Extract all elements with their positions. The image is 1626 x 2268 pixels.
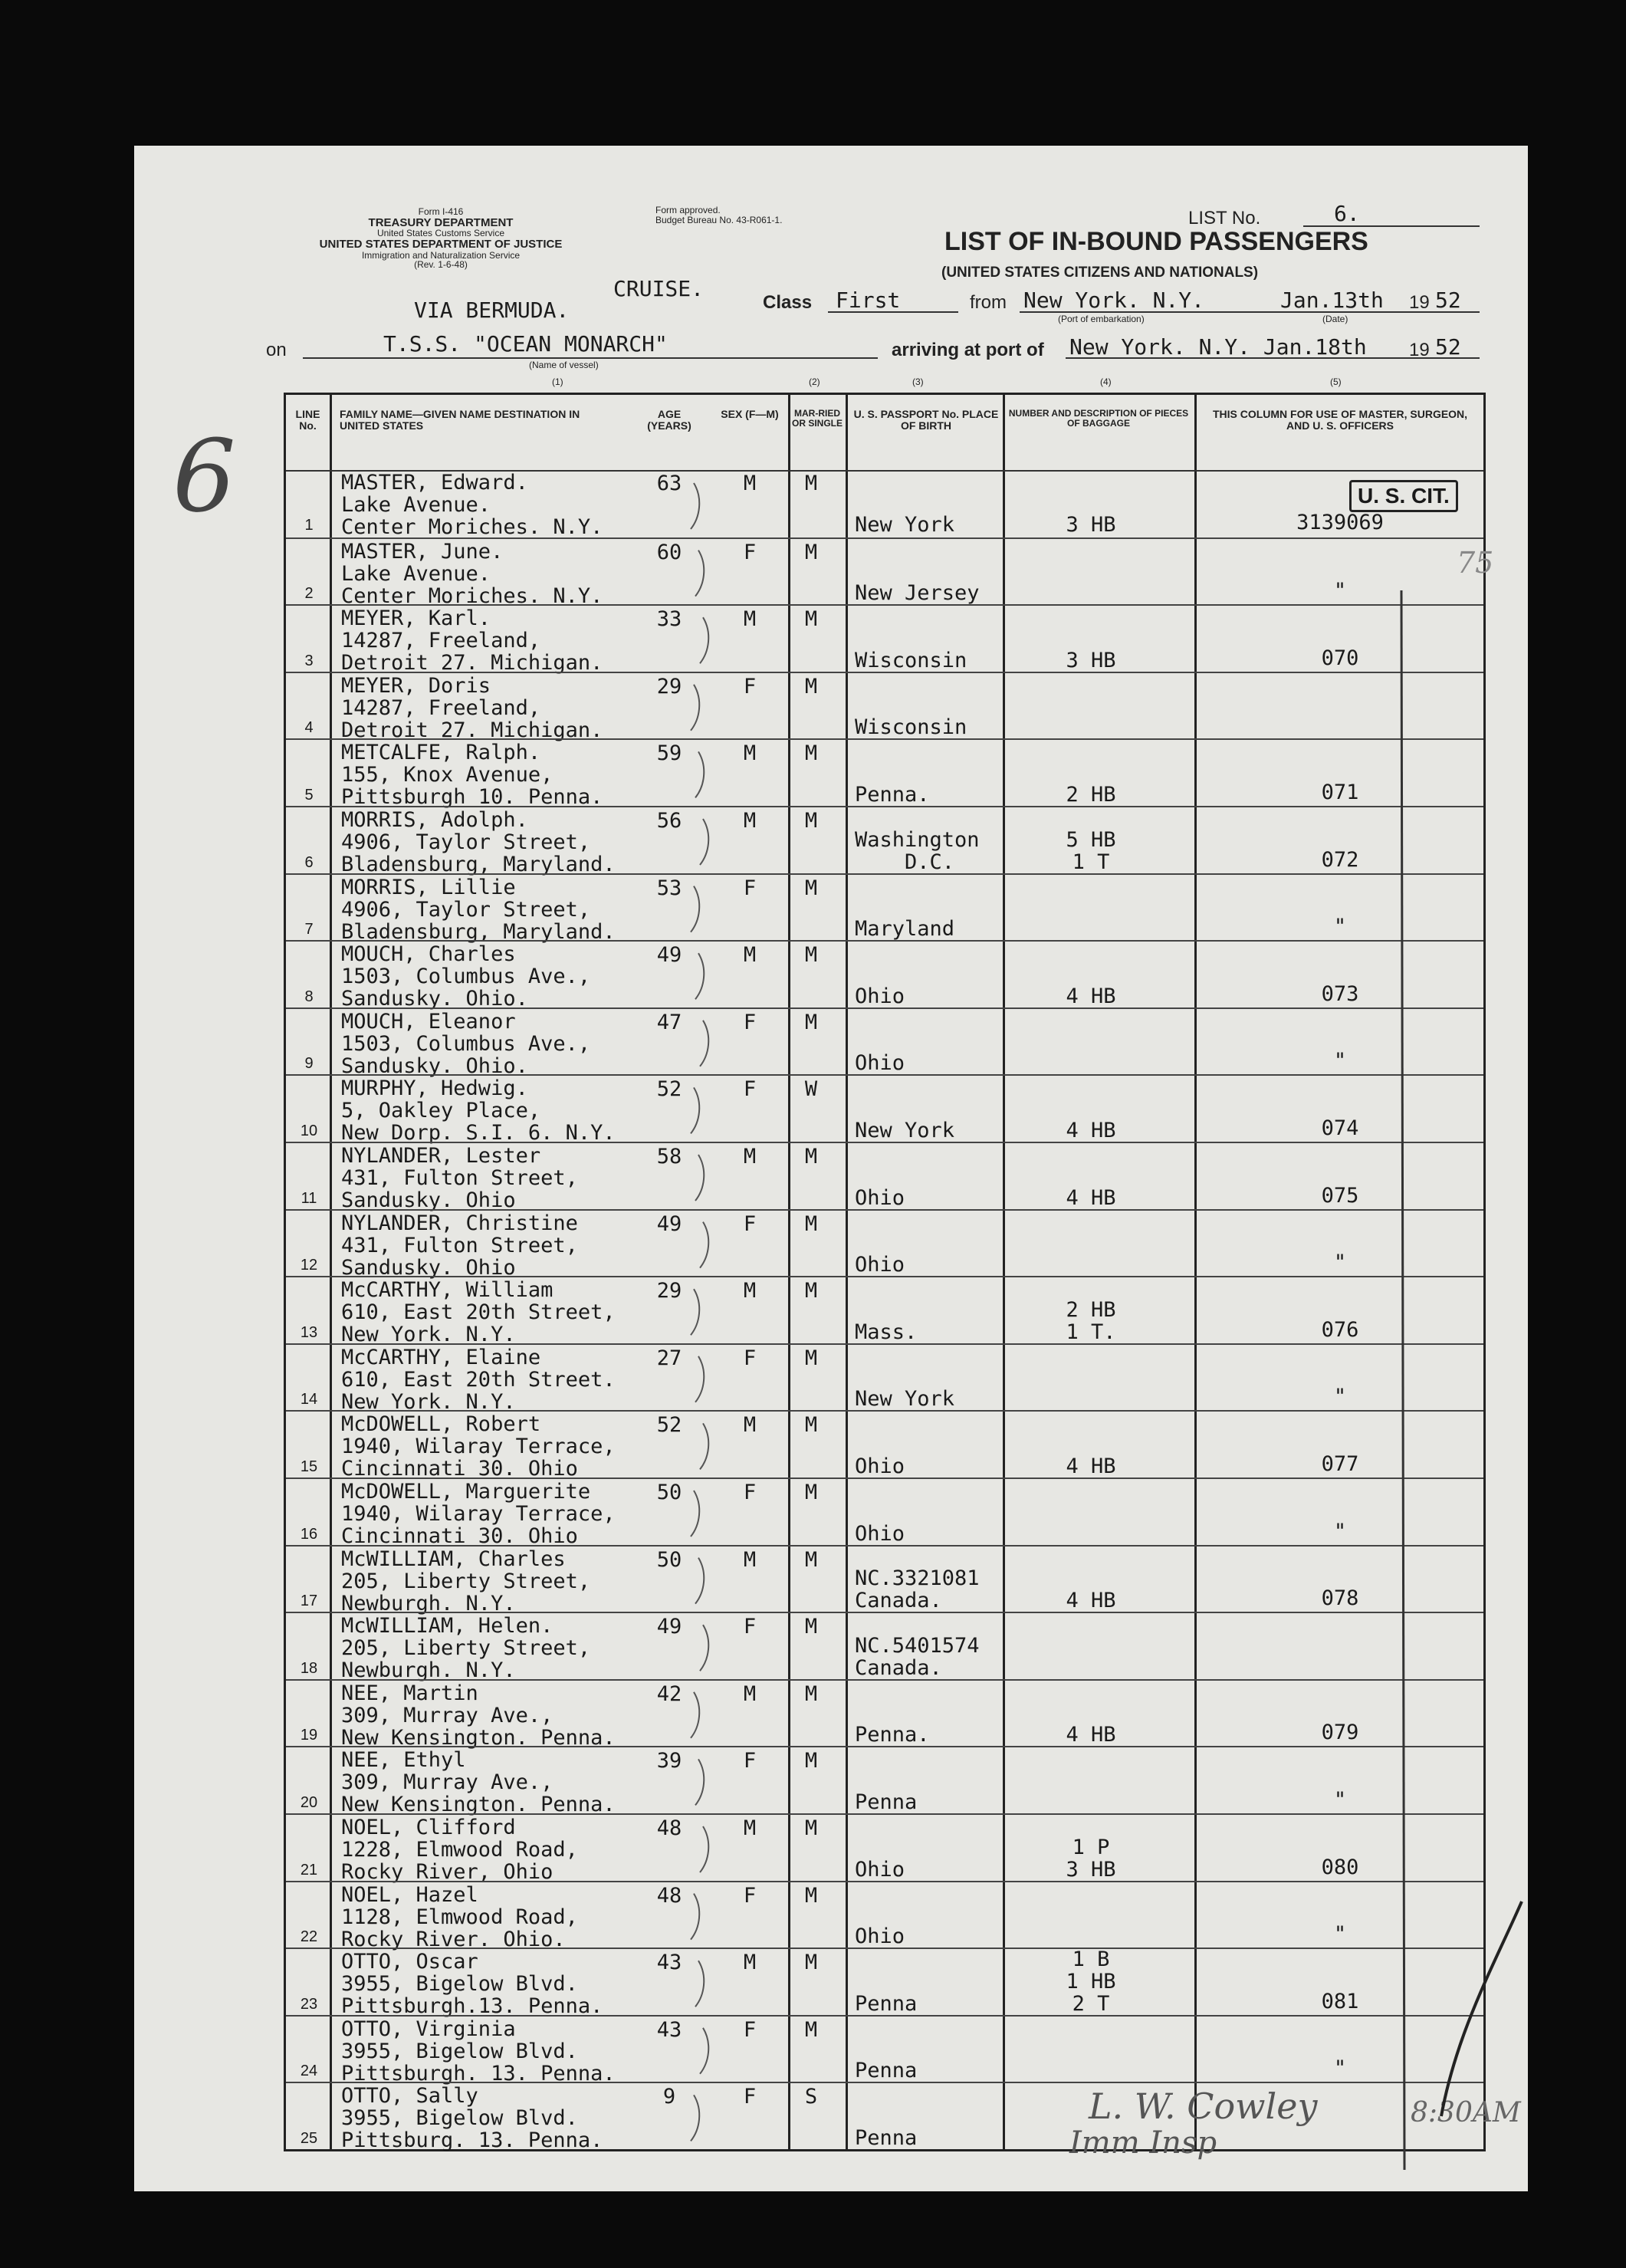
arrival-year: 52: [1435, 334, 1461, 360]
baggage-description: 1 B 1 HB 2 T: [1066, 1947, 1116, 2016]
passenger-name-address: METCALFE, Ralph. 155, Knox Avenue, Pittsburgh 10. Penna.: [341, 741, 603, 810]
passenger-name-address: MORRIS, Adolph. 4906, Taylor Street, Bladensburg, Maryland.: [341, 808, 616, 876]
passenger-row: [286, 1410, 1483, 1479]
passenger-name-address: MEYER, Doris 14287, Freeland, Detroit 27. Michigan.: [341, 673, 603, 742]
baggage-description: 2 HB 1 T.: [1066, 1297, 1116, 1344]
passenger-age: 49: [656, 943, 682, 968]
officer-number: 079: [1321, 1721, 1359, 1745]
line-number: 9: [304, 1055, 314, 1073]
passenger-sex: F: [743, 876, 757, 900]
from-year-prefix: 19: [1409, 292, 1430, 313]
baggage-description: 4 HB: [1066, 1185, 1116, 1210]
passenger-age: 27: [656, 1346, 682, 1370]
passenger-sex: F: [743, 1481, 757, 1504]
officer-number: ": [1333, 2056, 1347, 2081]
passenger-row: [286, 470, 1483, 537]
passenger-marital-status: M: [804, 607, 818, 632]
passport-place-of-birth: Penna: [855, 2125, 918, 2150]
passport-place-of-birth: Penna.: [855, 782, 930, 807]
passport-place-of-birth: New York: [855, 1118, 955, 1142]
col-name-header: FAMILY NAME—GIVEN NAME DESTINATION IN UNITED STATES: [340, 408, 580, 432]
passenger-rows: [286, 470, 1483, 2153]
passport-place-of-birth: Penna: [855, 2059, 918, 2083]
passenger-sex: M: [743, 472, 757, 495]
baggage-description: 4 HB: [1066, 984, 1116, 1008]
passenger-name-address: McCARTHY, William 610, East 20th Street, New York. N.Y.: [341, 1278, 616, 1347]
passenger-marital-status: S: [804, 2085, 818, 2109]
passenger-sex: M: [743, 741, 757, 766]
col-passport-header: U. S. PASSPORT No. PLACE OF BIRTH: [853, 408, 999, 432]
baggage-description: 5 HB 1 T: [1066, 827, 1116, 874]
passenger-sex: M: [743, 1145, 757, 1169]
passenger-marital-status: M: [804, 1279, 818, 1303]
passport-place-of-birth: Ohio: [855, 1185, 905, 1210]
passenger-age: 47: [656, 1010, 682, 1034]
line-number: 10: [300, 1122, 318, 1139]
baggage-description: 2 HB: [1066, 782, 1116, 807]
passenger-sex: F: [743, 1211, 757, 1236]
passport-place-of-birth: Ohio: [855, 1253, 905, 1277]
officer-number: 071: [1321, 780, 1359, 804]
officer-number: ": [1333, 1251, 1347, 1275]
passport-place-of-birth: Washington D.C.: [855, 827, 980, 874]
officer-number: 075: [1321, 1183, 1359, 1208]
col-married-header: MAR-RIED OR SINGLE: [791, 408, 843, 429]
col-num-5: (5): [1330, 376, 1342, 387]
line-number: 22: [300, 1928, 318, 1946]
passenger-marital-status: M: [804, 1481, 818, 1504]
list-no-label: LIST No.: [1188, 208, 1261, 228]
passenger-age: 43: [656, 1951, 682, 1975]
passenger-row: [286, 1074, 1483, 1146]
passenger-marital-status: M: [804, 1615, 818, 1639]
cruise-note: CRUISE.: [613, 276, 705, 301]
passenger-name-address: MORRIS, Lillie 4906, Taylor Street, Bladensburg, Maryland.: [341, 875, 616, 944]
line-number: 18: [300, 1659, 318, 1677]
baggage-description: 4 HB: [1066, 1723, 1116, 1747]
officer-number: 072: [1321, 847, 1359, 872]
passenger-marital-status: M: [804, 1883, 818, 1908]
passenger-marital-status: M: [804, 1413, 818, 1438]
line-number: 11: [301, 1189, 317, 1207]
arrival-year-prefix: 19: [1409, 340, 1430, 360]
passport-place-of-birth: NC.5401574 Canada.: [855, 1633, 980, 1680]
from-date: Jan.13th: [1280, 288, 1384, 313]
passenger-age: 42: [656, 1681, 682, 1706]
inspector-signature: L. W. Cowley: [1089, 2086, 1318, 2127]
passenger-marital-status: M: [804, 1211, 818, 1236]
col-line-header: LINE No.: [295, 408, 320, 432]
passenger-age: 60: [656, 540, 682, 564]
passenger-name-address: NEE, Ethyl 309, Murray Ave., New Kensington. Penna.: [341, 1748, 616, 1817]
form-header-left: [272, 207, 609, 270]
passenger-name-address: MEYER, Karl. 14287, Freeland, Detroit 27. Michigan.: [341, 606, 603, 675]
passenger-row: [286, 1948, 1483, 2017]
port-embark-label: (Port of embarkation): [1058, 314, 1145, 324]
passenger-marital-status: M: [804, 472, 818, 495]
passport-place-of-birth: Ohio: [855, 1521, 905, 1546]
vessel-label: (Name of vessel): [529, 360, 599, 370]
ins-service: Immigration and Naturalization Service: [361, 249, 521, 261]
line-number: 6: [304, 853, 314, 871]
passenger-age: 43: [656, 2017, 682, 2042]
passenger-name-address: McCARTHY, Elaine 610, East 20th Street. New York. N.Y.: [341, 1345, 616, 1414]
passenger-name-address: MOUCH, Charles 1503, Columbus Ave., Sandusky. Ohio.: [341, 942, 591, 1011]
passport-place-of-birth: Ohio: [855, 1857, 905, 1882]
side-note: 75: [1457, 546, 1494, 580]
line-number: 1: [304, 516, 314, 534]
officer-number: ": [1333, 1385, 1347, 1409]
passenger-marital-status: M: [804, 1816, 818, 1840]
passenger-marital-status: M: [804, 1547, 818, 1572]
class-label: Class: [763, 292, 813, 313]
approval-text: Form approved.: [655, 205, 721, 215]
officer-number: 078: [1321, 1586, 1359, 1611]
passenger-marital-status: M: [804, 1681, 818, 1706]
col-age-header: AGE (YEARS): [647, 408, 691, 432]
passenger-sex: F: [743, 2017, 757, 2042]
passenger-sex: M: [743, 1816, 757, 1840]
passenger-age: 48: [656, 1883, 682, 1908]
list-no-value: 6.: [1334, 201, 1360, 226]
passenger-sex: M: [743, 1547, 757, 1572]
baggage-description: 3 HB: [1066, 648, 1116, 672]
justice-dept: UNITED STATES DEPARTMENT OF JUSTICE: [319, 237, 563, 251]
passenger-row: [286, 537, 1483, 606]
passenger-sex: F: [743, 1749, 757, 1773]
passenger-name-address: NEE, Martin 309, Murray Ave., New Kensington. Penna.: [341, 1681, 616, 1750]
officer-number: 3139069: [1296, 510, 1384, 534]
arriving-label: arriving at port of: [892, 340, 1044, 360]
passenger-sex: F: [743, 1615, 757, 1639]
passenger-name-address: McDOWELL, Marguerite 1940, Wilaray Terrace, Cincinnati 30. Ohio: [341, 1480, 616, 1548]
passenger-name-address: NYLANDER, Lester 431, Fulton Street, Sandusky. Ohio: [341, 1144, 578, 1212]
passenger-marital-status: M: [804, 1346, 818, 1370]
treasury-dept: TREASURY DEPARTMENT: [368, 215, 514, 229]
line-number: 3: [304, 652, 314, 669]
passenger-age: 63: [656, 472, 682, 495]
passenger-row: [286, 1142, 1483, 1211]
form-revision: (Rev. 1-6-48): [414, 259, 468, 271]
passenger-marital-status: M: [804, 1010, 818, 1034]
date-label: (Date): [1322, 314, 1348, 324]
passenger-sex: M: [743, 607, 757, 632]
passenger-row: [286, 1276, 1483, 1345]
marginal-number: 6: [172, 418, 236, 534]
on-label: on: [266, 340, 287, 360]
passenger-age: 50: [656, 1481, 682, 1504]
line-number: 5: [304, 786, 314, 804]
line-number: 23: [300, 1995, 318, 2013]
passenger-age: 49: [656, 1615, 682, 1639]
col-num-3: (3): [912, 376, 924, 387]
col-num-1: (1): [552, 376, 563, 387]
officer-number: ": [1333, 1519, 1347, 1543]
passenger-table: [284, 393, 1486, 2151]
baggage-description: 4 HB: [1066, 1589, 1116, 1613]
passenger-name-address: OTTO, Oscar 3955, Bigelow Blvd. Pittsburgh.13. Penna.: [341, 1950, 603, 2019]
officer-number: 080: [1321, 1855, 1359, 1879]
officer-number: 074: [1321, 1116, 1359, 1140]
passenger-name-address: OTTO, Virginia 3955, Bigelow Blvd. Pittsburgh. 13. Penna.: [341, 2017, 616, 2086]
passport-place-of-birth: Ohio: [855, 1051, 905, 1076]
passenger-row: [286, 672, 1483, 741]
line-number: 2: [304, 585, 314, 603]
passport-place-of-birth: Ohio: [855, 1454, 905, 1478]
form-number: Form I-416: [418, 206, 464, 217]
baggage-description: 3 HB: [1066, 512, 1116, 537]
passenger-row: [286, 873, 1483, 942]
class-value: First: [836, 288, 901, 313]
passenger-row: [286, 1477, 1483, 1547]
passenger-age: 48: [656, 1816, 682, 1840]
officer-number: ": [1333, 1787, 1347, 1812]
passport-place-of-birth: Penna.: [855, 1723, 930, 1747]
line-number: 8: [304, 988, 314, 1005]
list-subtitle: (UNITED STATES CITIZENS AND NATIONALS): [941, 265, 1259, 281]
passenger-row: [286, 1343, 1483, 1412]
passenger-sex: M: [743, 943, 757, 968]
passenger-row: [286, 940, 1483, 1009]
passenger-name-address: MOUCH, Eleanor 1503, Columbus Ave., Sandusky. Ohio.: [341, 1009, 591, 1078]
col-num-2: (2): [809, 376, 820, 387]
passenger-marital-status: M: [804, 943, 818, 968]
col-baggage-header: NUMBER AND DESCRIPTION OF PIECES OF BAGGAGE: [1008, 408, 1189, 429]
from-label: from: [970, 292, 1007, 313]
passenger-sex: M: [743, 1413, 757, 1438]
arrival-port: New York. N.Y. Jan.18th: [1069, 334, 1367, 360]
passenger-name-address: McWILLIAM, Helen. 205, Liberty Street, Newburgh. N.Y.: [341, 1614, 591, 1683]
budget-bureau-text: Budget Bureau No. 43-R061-1.: [655, 214, 783, 225]
form-approval: [655, 205, 782, 225]
passport-place-of-birth: New York: [855, 512, 955, 537]
passenger-age: 33: [656, 607, 682, 632]
passport-place-of-birth: Ohio: [855, 1925, 905, 1949]
officer-number: 070: [1321, 646, 1359, 670]
line-number: 17: [300, 1593, 318, 1610]
passenger-row: [286, 604, 1483, 673]
line-number: 25: [300, 2129, 318, 2147]
passenger-row: [286, 738, 1483, 810]
passenger-marital-status: M: [804, 674, 818, 698]
passenger-row: [286, 1209, 1483, 1278]
vessel-name: T.S.S. "OCEAN MONARCH": [383, 331, 668, 357]
passenger-row: [286, 1612, 1483, 1681]
passport-place-of-birth: Wisconsin: [855, 648, 967, 672]
via-note: VIA BERMUDA.: [414, 297, 570, 323]
passenger-age: 52: [656, 1413, 682, 1438]
passport-place-of-birth: Penna: [855, 1790, 918, 1814]
passenger-name-address: MASTER, June. Lake Avenue. Center Moriches. N.Y.: [341, 539, 603, 608]
baggage-description: 1 P 3 HB: [1066, 1835, 1116, 1882]
passenger-marital-status: M: [804, 1951, 818, 1975]
passenger-age: 39: [656, 1749, 682, 1773]
passenger-sex: F: [743, 1010, 757, 1034]
line-number: 20: [300, 1793, 318, 1811]
passenger-marital-status: M: [804, 2017, 818, 2042]
from-port: New York. N.Y.: [1023, 288, 1205, 313]
passenger-marital-status: M: [804, 1145, 818, 1169]
inspector-title: Imm Insp: [1069, 2125, 1217, 2161]
passenger-age: 53: [656, 876, 682, 900]
passenger-marital-status: M: [804, 540, 818, 564]
passenger-marital-status: M: [804, 741, 818, 766]
line-number: 12: [300, 1257, 318, 1274]
passenger-marital-status: M: [804, 1749, 818, 1773]
passenger-sex: M: [743, 1951, 757, 1975]
passenger-name-address: NYLANDER, Christine 431, Fulton Street, Sandusky. Ohio: [341, 1211, 578, 1280]
passenger-age: 52: [656, 1077, 682, 1102]
passenger-sex: F: [743, 1883, 757, 1908]
list-title: LIST OF IN-BOUND PASSENGERS: [944, 227, 1368, 256]
passenger-age: 29: [656, 1279, 682, 1303]
passenger-row: [286, 2015, 1483, 2084]
passenger-sex: M: [743, 809, 757, 833]
line-number: 15: [300, 1458, 318, 1475]
passenger-name-address: McDOWELL, Robert 1940, Wilaray Terrace, Cincinnati 30. Ohio: [341, 1412, 616, 1481]
passenger-sex: F: [743, 1346, 757, 1370]
officer-number: ": [1333, 915, 1347, 939]
passport-place-of-birth: Wisconsin: [855, 715, 967, 740]
customs-service: United States Customs Service: [376, 228, 505, 239]
passenger-age: 59: [656, 741, 682, 766]
passenger-marital-status: M: [804, 876, 818, 900]
line-number: 4: [304, 719, 314, 737]
line-number: 16: [300, 1525, 318, 1543]
passenger-sex: F: [743, 674, 757, 698]
passport-place-of-birth: Maryland: [855, 917, 955, 942]
passenger-age: 56: [656, 809, 682, 833]
line-number: 14: [300, 1391, 318, 1408]
passenger-row: [286, 1746, 1483, 1815]
officer-number: 077: [1321, 1451, 1359, 1476]
officer-number: 073: [1321, 981, 1359, 1006]
passenger-marital-status: W: [804, 1077, 818, 1102]
officer-number: 081: [1321, 1989, 1359, 2013]
passenger-age: 58: [656, 1145, 682, 1169]
passenger-marital-status: M: [804, 809, 818, 833]
baggage-description: 4 HB: [1066, 1454, 1116, 1478]
officer-number: ": [1333, 1922, 1347, 1947]
us-citizen-stamp: U. S. CIT.: [1349, 480, 1458, 512]
passenger-age: 50: [656, 1547, 682, 1572]
passenger-row: [286, 806, 1483, 875]
line-number: 13: [300, 1323, 318, 1341]
officer-number: 076: [1321, 1317, 1359, 1342]
col-officers-header: THIS COLUMN FOR USE OF MASTER, SURGEON, AND U. S. OFFICERS: [1212, 408, 1468, 432]
passenger-row: [286, 1545, 1483, 1614]
passenger-name-address: MURPHY, Hedwig. 5, Oakley Place, New Dorp. S.I. 6. N.Y.: [341, 1076, 616, 1146]
passenger-row: [286, 1007, 1483, 1076]
passenger-sex: M: [743, 1279, 757, 1303]
passport-place-of-birth: NC.3321081 Canada.: [855, 1566, 980, 1613]
passenger-row: [286, 1881, 1483, 1950]
passenger-age: 9: [662, 2085, 676, 2109]
passenger-age: 49: [656, 1211, 682, 1236]
passport-place-of-birth: Mass.: [855, 1320, 918, 1344]
line-number: 24: [300, 2063, 318, 2080]
passenger-sex: F: [743, 540, 757, 564]
col-num-4: (4): [1100, 376, 1112, 387]
from-year: 52: [1435, 288, 1461, 313]
officer-number: ": [1333, 1049, 1347, 1073]
line-number: 21: [300, 1861, 318, 1878]
passenger-name-address: OTTO, Sally 3955, Bigelow Blvd. Pittsburg. 13. Penna.: [341, 2084, 603, 2153]
passenger-name-address: NOEL, Hazel 1128, Elmwood Road, Rocky River. Ohio.: [341, 1882, 578, 1951]
passenger-sex: F: [743, 2085, 757, 2109]
line-number: 19: [300, 1727, 318, 1744]
passport-place-of-birth: Ohio: [855, 984, 905, 1008]
passport-place-of-birth: New Jersey: [855, 581, 980, 606]
passport-place-of-birth: New York: [855, 1387, 955, 1412]
passport-place-of-birth: Penna: [855, 1991, 918, 2016]
passenger-name-address: MASTER, Edward. Lake Avenue. Center Moriches. N.Y.: [341, 471, 603, 539]
passenger-name-address: NOEL, Clifford 1228, Elmwood Road, Rocky River, Ohio: [341, 1816, 578, 1884]
passenger-row: [286, 1679, 1483, 1748]
passenger-sex: M: [743, 1681, 757, 1706]
officer-number: ": [1333, 579, 1347, 603]
line-number: 7: [304, 921, 314, 938]
passenger-sex: F: [743, 1077, 757, 1102]
passenger-age: 29: [656, 674, 682, 698]
col-sex-header: SEX (F—M): [721, 408, 779, 420]
passenger-row: [286, 1813, 1483, 1882]
signature-time: 8:30AM: [1411, 2097, 1521, 2128]
baggage-description: 4 HB: [1066, 1118, 1116, 1142]
passenger-name-address: McWILLIAM, Charles 205, Liberty Street, Newburgh. N.Y.: [341, 1547, 591, 1616]
